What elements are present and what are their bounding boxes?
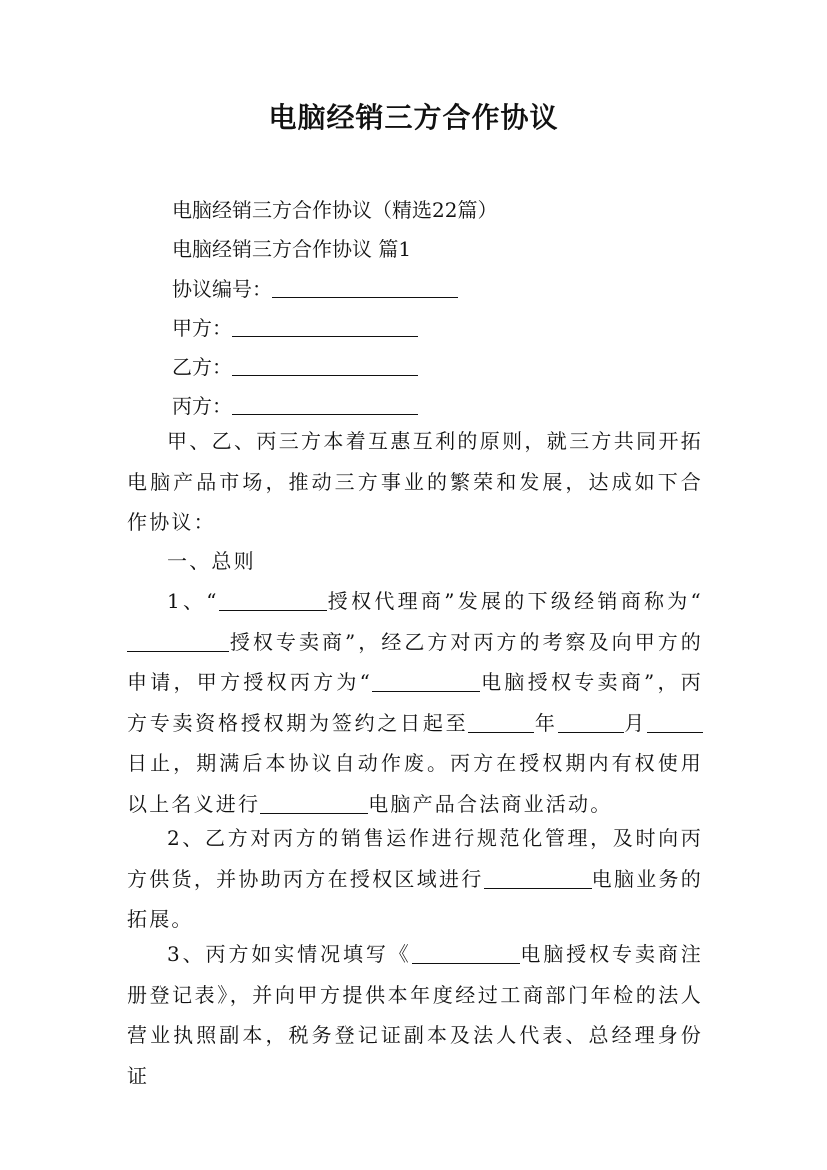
clause-1-paragraph (127, 581, 703, 824)
clause-3-paragraph (127, 934, 703, 1096)
document-title: 电脑经销三方合作协议 (268, 101, 559, 134)
party-a-label: 甲方： (172, 316, 232, 340)
clause-1-text-6: 电脑产品合法商业活动。 (368, 791, 613, 816)
clause-1-text-5: 日止，期满后本协议自动作废。丙方在授权期内有权使用以上名义进行 (127, 751, 703, 816)
clause-1-blank-1 (219, 588, 327, 611)
clause-1-blank-day (647, 710, 703, 733)
clause-2-text-1: 2、乙方对丙方的销售运作进行规范化管理，及时向丙方供货，并协助丙方在授权区域进行 (127, 826, 703, 891)
clause-3-blank-1 (412, 941, 520, 964)
party-b-field (172, 352, 418, 382)
clause-1-blank-month (558, 710, 624, 733)
intro-paragraph: 甲、乙、丙三方本着互惠互利的原则，就三方共同开拓电脑产品市场，推动三方事业的繁荣和发展，达成如下合作协议： (127, 429, 703, 534)
clause-2-paragraph (127, 818, 703, 940)
clause-1-blank-4 (260, 791, 368, 814)
clause-1-blank-2 (127, 629, 229, 652)
agreement-number-field (172, 274, 458, 304)
clause-1-text-2: 授权代理商”发展的下级经销商称为“ (326, 589, 703, 613)
party-c-label: 丙方： (172, 394, 232, 418)
party-b-blank (232, 355, 418, 376)
clause-1-text-3: 授权专卖商”，经乙方对丙方的考察及向甲方的申请，甲方授权丙方为“ (127, 629, 703, 694)
party-a-blank (232, 316, 418, 337)
clause-1-blank-year (468, 710, 534, 733)
section-heading: 电脑经销三方合作协议 篇1 (172, 237, 412, 261)
clause-2-blank-1 (484, 866, 592, 889)
clause-3-text-2: 电脑授权专卖商注册登记表》，并向甲方提供本年度经过工商部门年检的法人营业执照副本，税务登记证副本及法人代表、总经理身份证 (127, 942, 703, 1088)
clause-1-text-1: 1、“ (167, 589, 219, 613)
party-c-field (172, 391, 418, 421)
clause-2-text-2: 电脑业务的拓展。 (127, 866, 704, 931)
party-c-blank (232, 394, 418, 415)
document-subtitle: 电脑经销三方合作协议（精选22篇） (172, 198, 498, 222)
clause-1-text-month: 月 (623, 710, 648, 735)
agreement-number-label: 协议编号： (172, 277, 272, 301)
agreement-number-blank (272, 277, 458, 298)
chapter-heading: 一、总则 (167, 549, 256, 573)
clause-1-blank-3 (372, 669, 480, 692)
party-b-label: 乙方： (172, 355, 232, 379)
clause-1-text-4: 电脑授权专卖商”，丙方专卖资格授权期为签约之日起至 (127, 670, 703, 735)
clause-1-text-year: 年 (534, 710, 558, 735)
clause-3-text-1: 3、丙方如实情况填写《 (167, 942, 412, 966)
party-a-field (172, 313, 418, 343)
